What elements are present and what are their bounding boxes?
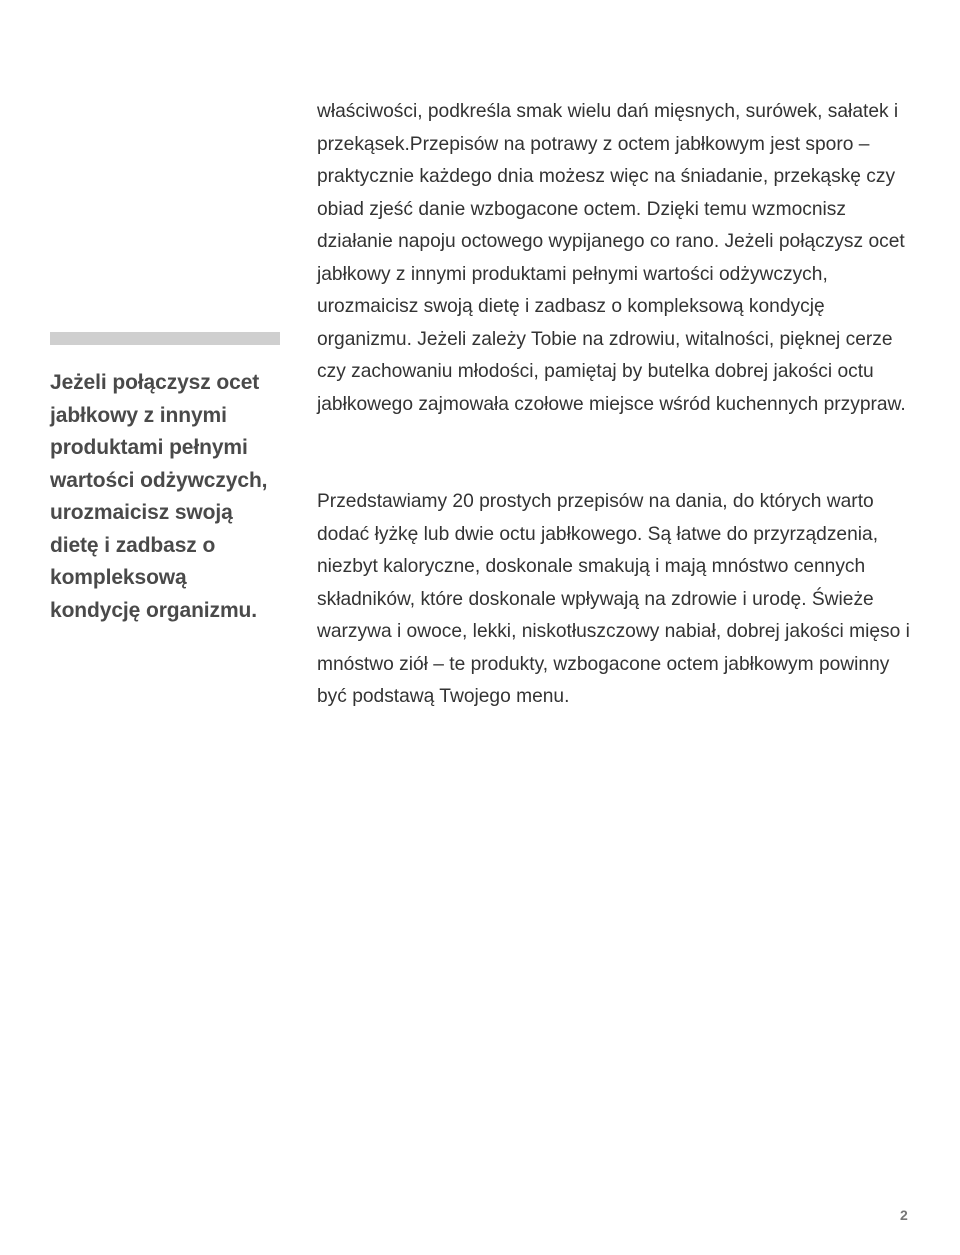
sidebar (50, 332, 282, 627)
main-content (317, 96, 917, 714)
page-number: 2 (900, 1207, 908, 1223)
pull-quote: Jeżeli połączysz ocet jabłkowy z innymi produktami pełnymi wartości odżywczych, urozmaicisz swoją dietę i zadbasz o kompleksową kondycję organizmu. (50, 371, 268, 622)
sidebar-rule (50, 332, 280, 345)
body-paragraph-2: Przedstawiamy 20 prostych przepisów na dania, do których warto dodać łyżkę lub dwie octu jabłkowego. Są łatwe do przyrządzenia, niezbyt kaloryczne, doskonale smakują i mają mnóstwo cennych składników, które doskonale wpływają na zdrowie i urodę. Świeże warzywa i owoce, lekki, niskotłuszczowy nabiał, dobrej jakości mięso i mnóstwo ziół – te produkty, wzbogacone octem jabłkowym powinny być podstawą Twojego menu. (317, 491, 910, 707)
body-paragraph-1: właściwości, podkreśla smak wielu dań mięsnych, surówek, sałatek i przekąsek.Przepisów na potrawy z octem jabłkowym jest sporo – praktycznie każdego dnia możesz więc na śniadanie, przekąskę czy obiad zjeść danie wzbogacone octem. Dzięki temu wzmocnisz działanie napoju octowego wypijanego co rano. Jeżeli połączysz ocet jabłkowy z innymi produktami pełnymi wartości odżywczych, urozmaicisz swoją dietę i zadbasz o kompleksową kondycję organizmu. Jeżeli zależy Tobie na zdrowiu, witalności, pięknej cerze czy zachowaniu młodości, pamiętaj by butelka dobrej jakości octu jabłkowego zajmowała czołowe miejsce wśród kuchennych przypraw. (317, 101, 906, 415)
